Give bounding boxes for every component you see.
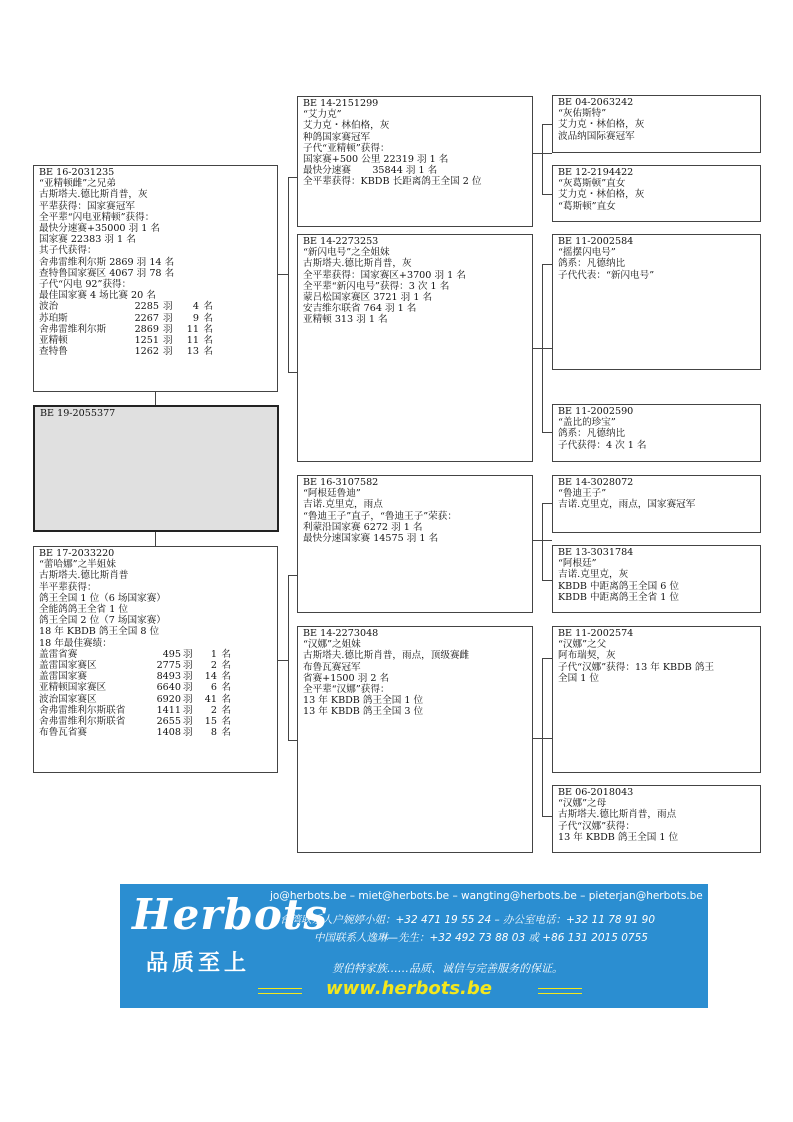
pedigree-line: 鸽王全国 2 位（7 场国家赛） [39,615,166,627]
result-unit: 羽 [163,323,173,335]
result-unit: 羽 [183,671,193,683]
result-suffix: 名 [221,648,231,660]
result-race: 波治 [39,301,59,313]
result-count: 2869 [134,323,159,335]
pedigree-line: 古斯塔夫.德比斯肖普，灰 [39,189,148,201]
result-row [39,671,272,682]
result-suffix: 名 [221,693,231,705]
result-row [39,660,272,671]
pedigree-line: 全平辈“闪电亚精顿”获得： [39,211,155,223]
result-suffix: 名 [221,716,231,728]
result-count: 2655 [156,716,181,728]
connector-line [542,580,552,581]
pedigree-line: “亚精顿雌”之兄弟 [39,178,116,190]
pedigree-line: 鸽系：凡德纳比 [558,258,626,270]
result-race: 查特鲁 [39,346,68,358]
result-rank: 8 [210,727,217,739]
herbots-logo: Herbots [132,890,328,939]
result-count: 1411 [156,704,181,716]
result-count: 1262 [134,346,159,358]
pedigree-line: 平辈获得：国家赛冠军 [39,200,135,212]
result-count: 6920 [156,693,181,705]
result-race: 波治国家赛区 [39,693,97,705]
ring-number: BE 19-2055377 [40,408,116,419]
pedigree-line: 亚精顿 313 羽 1 名 [303,314,388,326]
sire-sire-sire-card [552,95,761,153]
sire-dam-sire-card [552,234,761,370]
ring-number: BE 12-2194422 [558,167,634,178]
pedigree-line: “阿根廷” [558,558,597,570]
connector-line [288,177,289,373]
herbots-banner [120,884,708,1008]
pedigree-line: 艾力克・林伯格，灰 [558,189,645,201]
pedigree-line: “汉娜”之母 [558,798,607,810]
result-race: 盖雷国家赛 [39,671,87,683]
pedigree-line: 全平辈“汉娜”获得： [303,684,390,696]
result-rank: 13 [186,346,199,358]
pedigree-line: 13 年 KBDB 鸽王全国 1 位 [558,831,679,843]
ring-number: BE 16-3107582 [303,477,379,488]
connector-line [542,264,543,432]
pedigree-line: “灰葛斯顿”直女 [558,178,626,190]
pedigree-line: 全国 1 位 [558,672,599,684]
connector-line [278,660,288,661]
result-count: 8493 [156,671,181,683]
connector-line [278,274,288,275]
connector-line [542,816,552,817]
pedigree-line: 最快分速国家赛 14575 羽 1 名 [303,533,439,545]
result-count: 2285 [134,301,159,313]
slogan: 品质至上 [146,951,251,976]
pedigree-line: 吉诺.克里克，雨点 [303,499,383,511]
result-count: 1408 [156,727,181,739]
sire-dam-card [297,234,533,462]
sire-sire-card [297,96,533,227]
pedigree-line: 全平辈获得：KBDB 长距离鸽王全国 2 位 [303,176,482,188]
pedigree-line: 最佳国家赛 4 场比赛 20 名 [39,290,156,302]
result-row [39,694,272,705]
result-unit: 羽 [183,716,193,728]
connector-line [542,658,543,816]
pedigree-line: 艾力克・林伯格，灰 [558,119,645,131]
result-row [39,682,272,693]
result-rank: 1 [210,648,217,660]
result-rank: 2 [210,704,217,716]
ring-number: BE 11-2002574 [558,628,634,639]
connector-line [542,658,552,659]
pedigree-line: 子代获得：4 次 1 名 [558,439,647,451]
result-unit: 羽 [183,682,193,694]
pedigree-line: 全平辈获得：国家赛区+3700 羽 1 名 [303,269,466,281]
pedigree-line: 吉诺.克里克，雨点，国家赛冠军 [558,499,696,511]
subject-pigeon-card [33,405,279,532]
pedigree-line: “新闪电号”之全姐妹 [303,247,390,259]
result-race: 布鲁瓦省赛 [39,727,87,739]
pedigree-line: “阿根廷鲁迪” [303,488,361,500]
pedigree-line: 全能鸽鸽王全省 1 位 [39,604,128,616]
pedigree-line: 国家赛+500 公里 22319 羽 1 名 [303,154,449,166]
pedigree-line: “葛斯顿”直女 [558,200,616,212]
result-row [39,335,272,346]
result-row [39,716,272,727]
pedigree-line: “灰佑斯特” [558,108,607,120]
dam-dam-dam-card [552,785,761,853]
result-unit: 羽 [183,693,193,705]
pedigree-line: “鲁迪王子”直子，“鲁迪王子”荣获： [303,510,457,522]
result-suffix: 名 [203,323,213,335]
result-unit: 羽 [183,727,193,739]
decorative-divider [538,988,582,994]
pedigree-line: 子代“汉娜”获得： [558,820,635,832]
pedigree-line: 鸽系：凡德纳比 [558,428,626,440]
ring-number: BE 14-3028072 [558,477,634,488]
result-unit: 羽 [163,335,173,347]
ring-number: BE 04-2063242 [558,97,634,108]
result-count: 495 [162,648,181,660]
result-suffix: 名 [203,335,213,347]
result-row [39,705,272,716]
pedigree-line: 阿布瑞契，灰 [558,650,616,662]
pedigree-line: 全平辈“新闪电号”获得：3 次 1 名 [303,280,450,292]
pedigree-line: 古斯塔夫.德比斯肖普，雨点，顶级赛雌 [303,650,470,662]
result-suffix: 名 [221,727,231,739]
result-suffix: 名 [221,671,231,683]
pedigree-line: “摇摆闪电号” [558,247,616,259]
result-count: 6640 [156,682,181,694]
pedigree-line: 安吉维尔联省 764 羽 1 名 [303,303,417,315]
pedigree-line: 种鸽国家赛冠军 [303,131,371,143]
result-unit: 羽 [163,301,173,313]
result-race: 舍弗雷维利尔斯联省 [39,704,126,716]
service-promise: 贺伯特家族……品质、诚信与完善服务的保证。 [332,962,563,975]
taiwan-contact: 台湾联系人户婉婷小姐：+32 471 19 55 24 – 办公室电话：+32 11 78 91 90 [280,914,656,926]
result-count: 2267 [134,312,159,324]
ring-number: BE 14-2273048 [303,628,379,639]
pedigree-line: 艾力克・林伯格，灰 [303,120,390,132]
result-suffix: 名 [203,346,213,358]
pedigree-line: 古斯塔夫.德比斯肖普，雨点 [558,809,677,821]
connector-line [288,575,289,740]
result-row [39,313,272,324]
pedigree-line: “汉娜”之父 [558,639,607,651]
result-race: 亚精顿 [39,335,68,347]
ring-number: BE 13-3031784 [558,547,634,558]
pedigree-line: 最快分速赛 35844 羽 1 名 [303,165,438,177]
result-rank: 11 [186,323,199,335]
website-link[interactable]: www.herbots.be [326,978,492,999]
result-rank: 15 [204,716,217,728]
pedigree-line: 最快分速赛+35000 羽 1 名 [39,223,160,235]
connector-line [542,194,552,195]
pedigree-line: 古斯塔夫.德比斯肖普，灰 [303,258,412,270]
pedigree-line: 古斯塔夫.德比斯肖普 [39,570,129,582]
pedigree-line: 13 年 KBDB 鸽王全国 3 位 [303,706,424,718]
result-suffix: 名 [203,312,213,324]
result-rank: 9 [192,312,199,324]
result-row [39,324,272,335]
result-unit: 羽 [183,648,193,660]
result-rank: 14 [204,671,217,683]
pedigree-line: 18 年 KBDB 鸽王全国 8 位 [39,626,160,638]
result-suffix: 名 [221,660,231,672]
result-row [39,727,272,738]
pedigree-line: 蒙吕松国家赛区 3721 羽 1 名 [303,292,433,304]
sire-dam-dam-card [552,404,761,462]
china-contact: 中国联系人逸琳—先生：+32 492 73 88 03 或 +86 131 2015 0755 [314,932,648,944]
pedigree-line: “鲁迪王子” [558,488,607,500]
pedigree-line: 查特鲁国家赛区 4067 羽 78 名 [39,267,175,279]
result-race: 舍弗雷维利尔斯联省 [39,716,126,728]
pedigree-line: 舍弗雷维利尔斯 2869 羽 14 名 [39,256,175,268]
pedigree-line: “艾力克” [303,109,342,121]
result-suffix: 名 [203,301,213,313]
dam-sire-sire-card [552,475,761,533]
pedigree-line: 省赛+1500 羽 2 名 [303,672,390,684]
pedigree-line: 国家赛 22383 羽 1 名 [39,234,136,246]
connector-line [542,124,543,194]
ring-number: BE 11-2002584 [558,236,634,247]
ring-number: BE 16-2031235 [39,167,115,178]
result-rank: 4 [192,301,199,313]
pedigree-line: “汉娜”之姐妹 [303,639,361,651]
pedigree-line: 子代代表：“新闪电号” [558,269,655,281]
ring-number: BE 14-2273253 [303,236,379,247]
result-count: 1251 [134,335,159,347]
pedigree-line: 其子代获得： [39,245,97,257]
connector-line [542,124,552,125]
connector-line [542,432,552,433]
result-unit: 羽 [183,660,193,672]
result-row [39,301,272,312]
dam-dam-sire-card [552,626,761,773]
pedigree-line: 子代“汉娜”获得：13 年 KBDB 鸽王 [558,661,715,673]
pedigree-line: 布鲁瓦赛冠军 [303,661,361,673]
result-unit: 羽 [163,346,173,358]
result-race: 苏珀斯 [39,312,68,324]
ring-number: BE 06-2018043 [558,787,634,798]
pedigree-line: 13 年 KBDB 鸽王全国 1 位 [303,695,424,707]
ring-number: BE 17-2033220 [39,548,115,559]
dam-sire-dam-card [552,545,761,613]
dam-dam-card [297,626,533,853]
result-unit: 羽 [183,704,193,716]
sire-card [33,165,278,392]
result-suffix: 名 [221,704,231,716]
connector-line [542,264,552,265]
result-count: 2775 [156,660,181,672]
connector-line [155,531,156,547]
result-race: 盖雷省赛 [39,648,78,660]
pedigree-line: “蕾哈娜”之半姐妹 [39,559,116,571]
pedigree-line: 波品纳国际赛冠军 [558,130,635,142]
pedigree-line: 吉诺.克里克，灰 [558,569,629,581]
pedigree-line: KBDB 中距离鸽王全国 6 位 [558,580,679,592]
result-race: 亚精顿国家赛区 [39,682,107,694]
ring-number: BE 14-2151299 [303,98,379,109]
connector-line [542,503,543,580]
pedigree-line: 半平辈获得： [39,581,97,593]
sire-sire-dam-card [552,165,761,222]
dam-sire-card [297,475,533,613]
result-rank: 2 [210,660,217,672]
result-race: 盖雷国家赛区 [39,660,97,672]
ring-number: BE 11-2002590 [558,406,634,417]
connector-line [155,392,156,406]
pedigree-line: KBDB 中距离鸽王全省 1 位 [558,591,679,603]
pedigree-line: “盖比的珍宝” [558,417,616,429]
decorative-divider [258,988,302,994]
dam-card [33,546,278,773]
pedigree-line: 子代“亚精顿”获得： [303,142,390,154]
result-rank: 41 [204,693,217,705]
pedigree-line: 18 年最佳赛绩： [39,637,112,649]
result-race: 舍弗雷维利尔斯 [39,323,107,335]
result-suffix: 名 [221,682,231,694]
connector-line [542,503,552,504]
result-rank: 11 [186,335,199,347]
pedigree-line: 子代“闪电 92”获得： [39,279,132,291]
result-row [39,649,272,660]
result-unit: 羽 [163,312,173,324]
pedigree-line: 鸽王全国 1 位（6 场国家赛） [39,592,166,604]
pedigree-line: 利蒙沿国家赛 6272 羽 1 名 [303,521,423,533]
result-rank: 6 [210,682,217,694]
email-contacts[interactable]: jo@herbots.be – miet@herbots.be – wangting@herbots.be – pieterjan@herbots.be [270,890,703,902]
result-row [39,346,272,357]
